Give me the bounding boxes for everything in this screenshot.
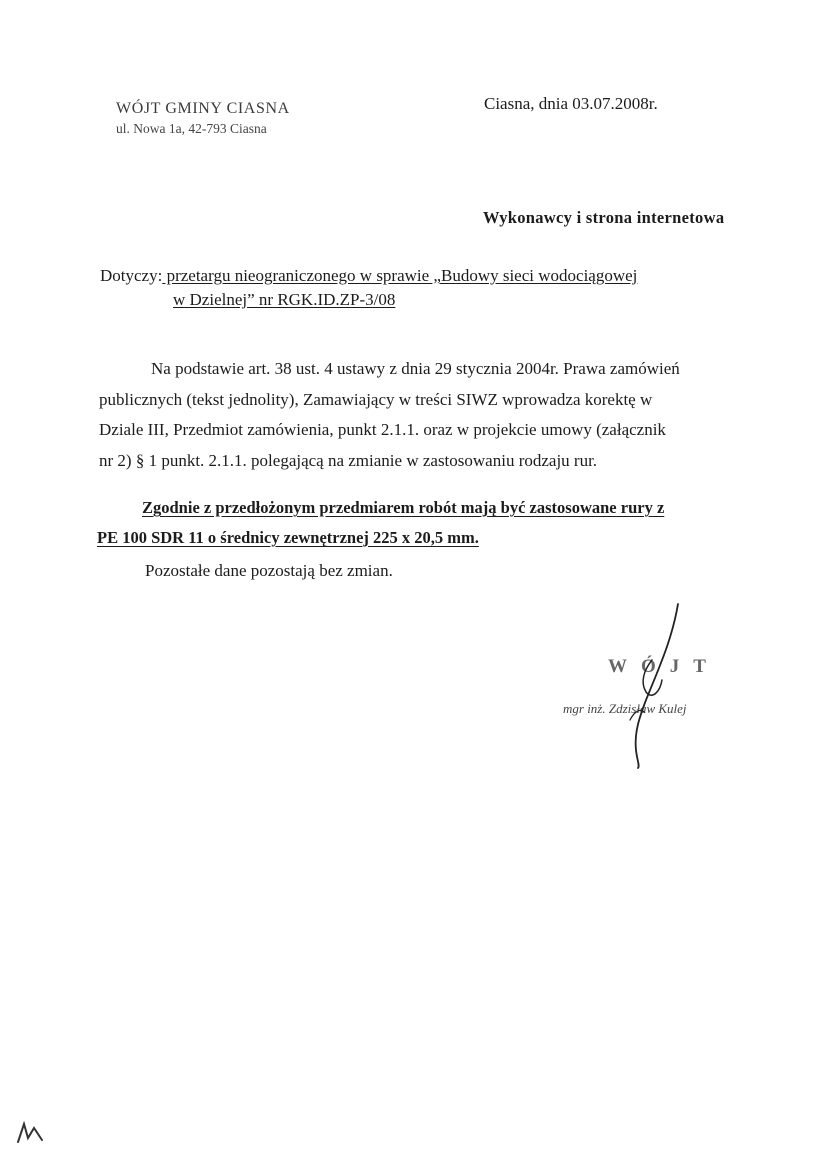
subject-line-1: przetargu nieograniczonego w sprawie „Budowy sieci wodociągowej (162, 266, 638, 285)
bold-paragraph (97, 493, 664, 553)
recipient: Wykonawcy i strona internetowa (483, 208, 725, 227)
subject (100, 264, 638, 309)
sender-address: ul. Nowa 1a, 42-793 Ciasna (116, 121, 267, 136)
body-line: publicznych (tekst jednolity), Zamawiający w treści SIWZ wprowadza korektę w (99, 389, 653, 409)
body-line: Dziale III, Przedmiot zamówienia, punkt 2.1.1. oraz w projekcie umowy (załącznik (99, 420, 666, 439)
date-line: Ciasna, dnia 03.07.2008r. (484, 94, 658, 113)
body-paragraph (99, 354, 779, 476)
handwritten-signature-icon (600, 600, 700, 770)
sender-name: WÓJT GMINY CIASNA (116, 100, 290, 117)
body-line: Na podstawie art. 38 ust. 4 ustawy z dnia 29 stycznia 2004r. Prawa zamówień (151, 359, 680, 378)
signature-title: WÓJT (608, 656, 720, 677)
signature-name: mgr inż. Zdzisław Kulej (563, 701, 687, 716)
bold-line: Zgodnie z przedłożonym przedmiarem robót mają być zastosowane rury z (142, 498, 665, 517)
subject-label: Dotyczy: (100, 266, 163, 285)
bold-line: PE 100 SDR 11 o średnicy zewnętrznej 225 x 20,5 mm. (97, 528, 479, 547)
subject-line-2: w Dzielnej” nr RGK.ID.ZP-3/08 (173, 290, 396, 309)
body-line: nr 2) § 1 punkt. 2.1.1. polegającą na zmianie w zastosowaniu rodzaju rur. (99, 450, 598, 470)
corner-mark-icon (14, 1118, 46, 1146)
closing-line: Pozostałe dane pozostają bez zmian. (145, 561, 393, 580)
